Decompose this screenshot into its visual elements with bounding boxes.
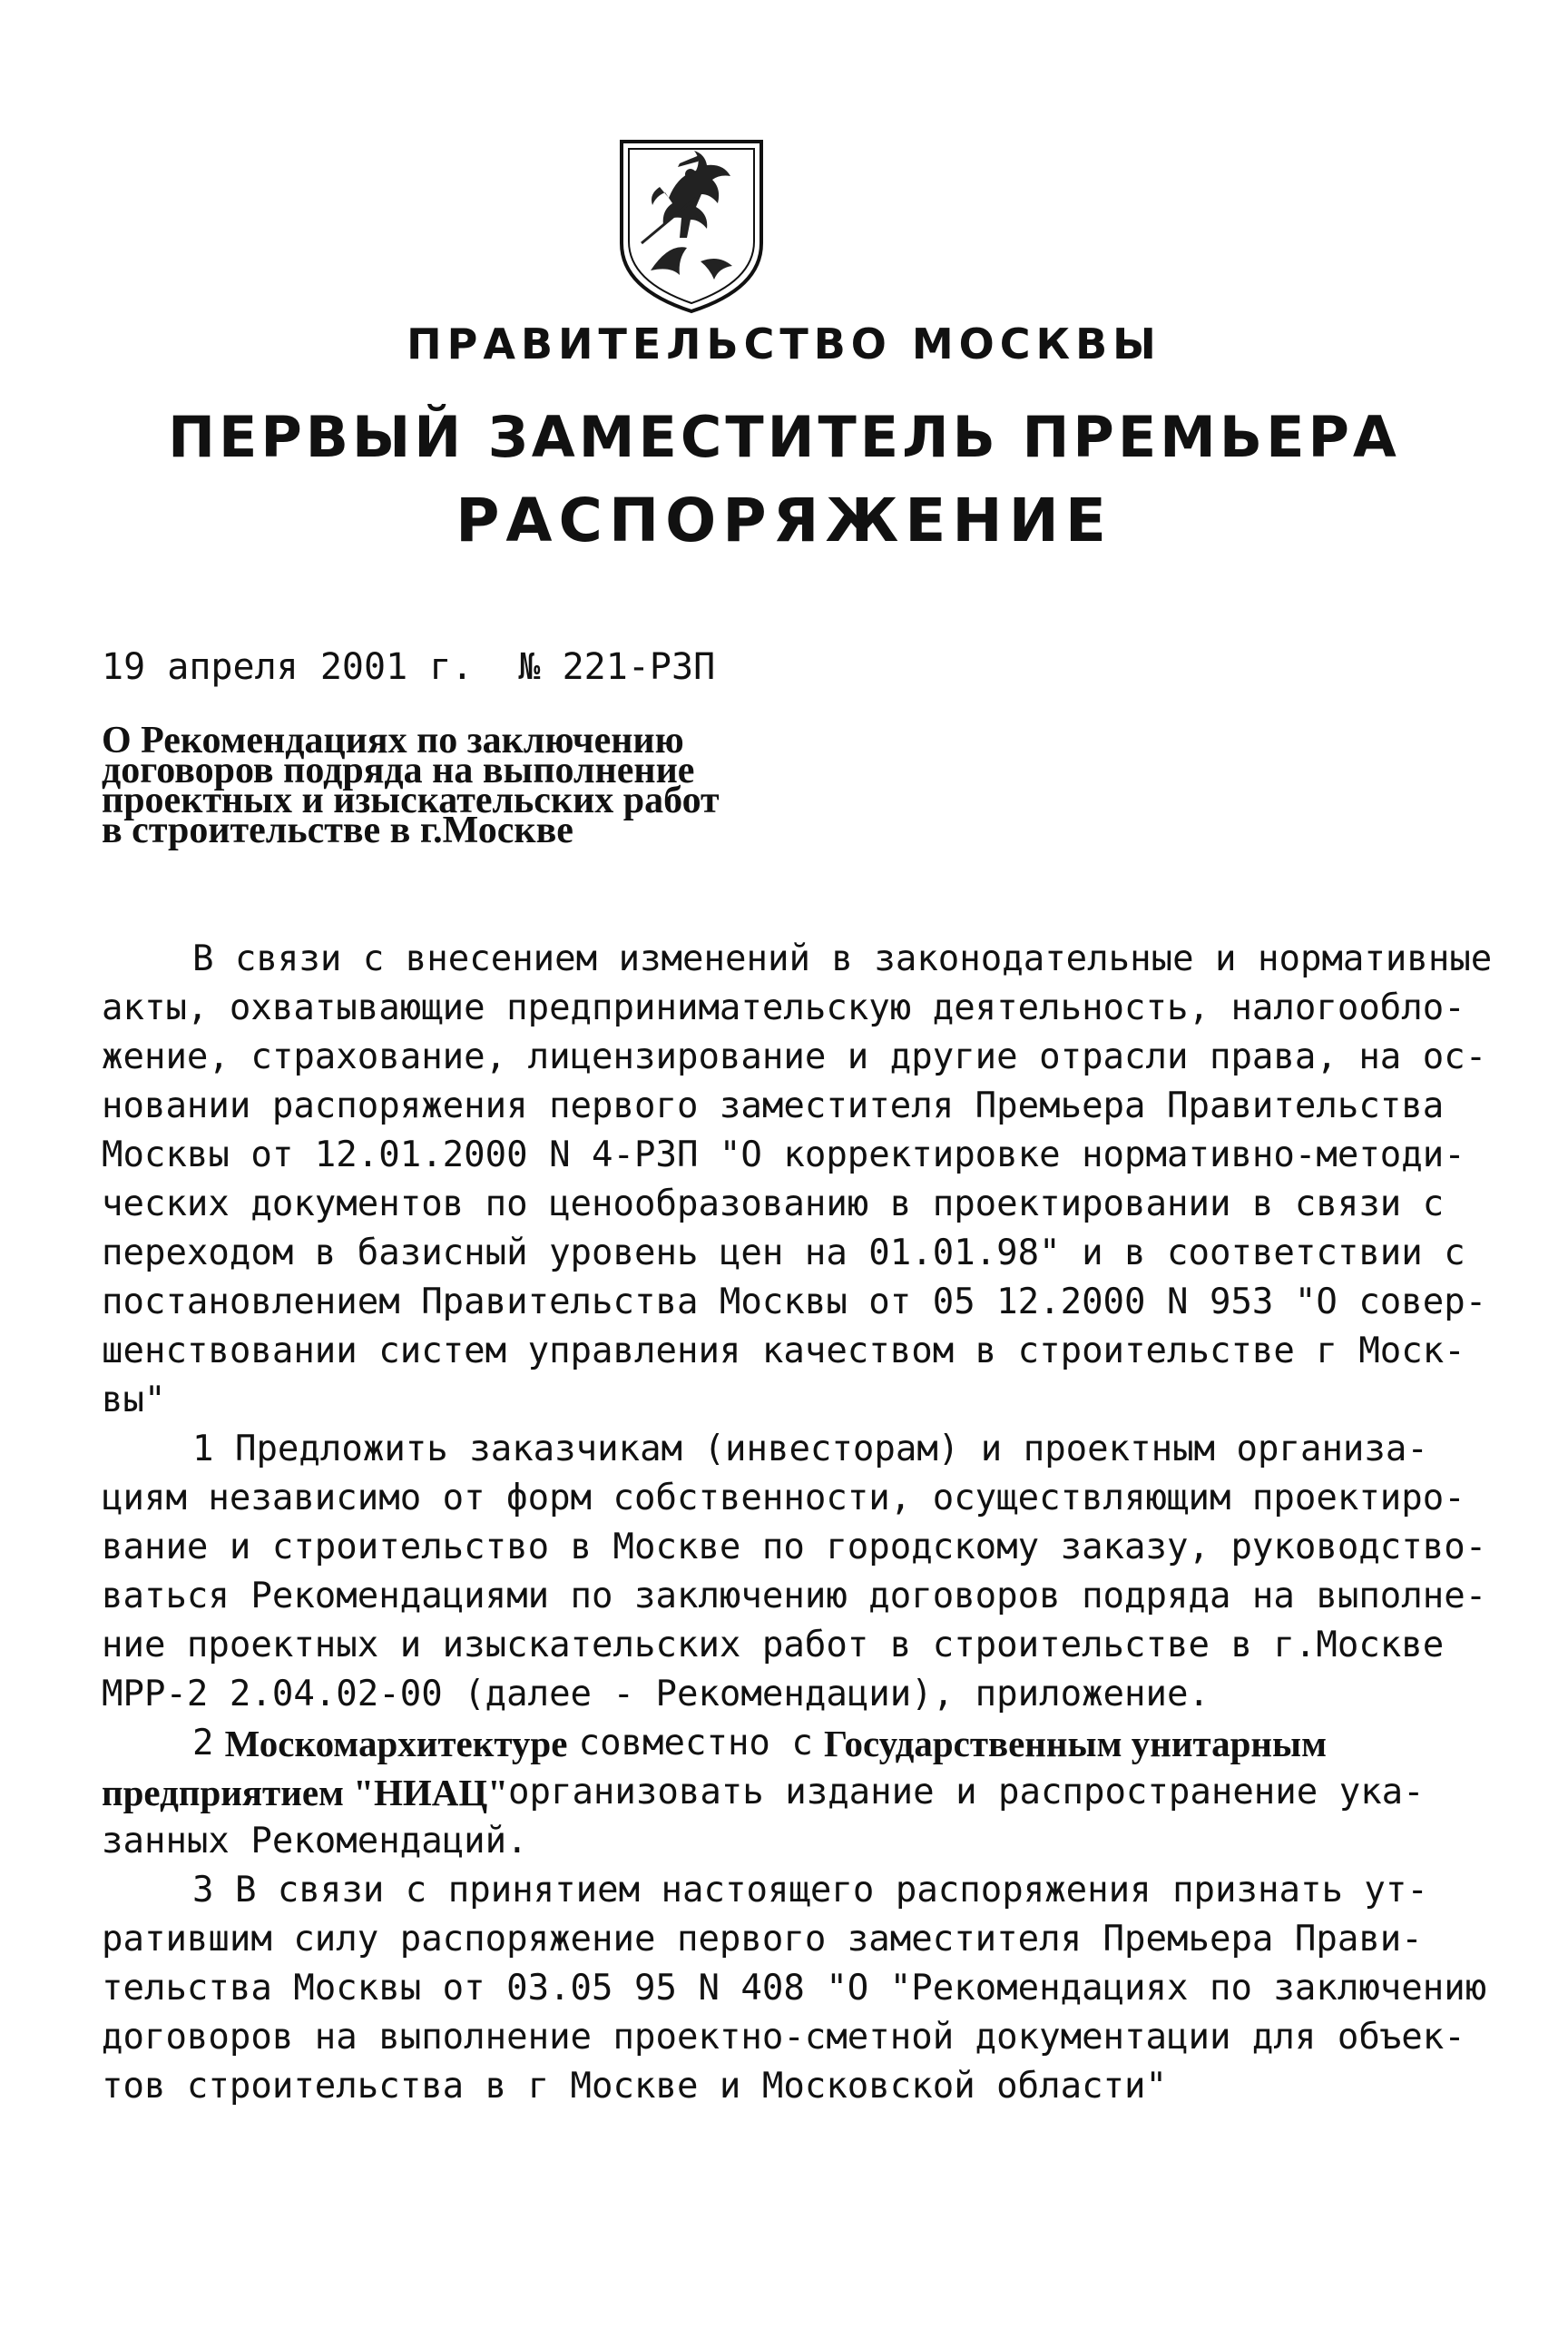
subject-line: О Рекомендациях по заключению [102,720,684,761]
item-2-paragraph [102,1719,1425,1866]
item-3-paragraph [102,1866,1487,2111]
document-date: 19 апреля 2001 г. [102,646,474,688]
document-number: № 221-РЗП [518,646,716,688]
subject-line: договоров подряда на выполнение [102,750,695,791]
text-line: циям независимо от форм собственности, осуществляющим проектиро- [102,1478,1465,1518]
date-number-line [102,646,715,688]
text-line: новании распоряжения первого заместителя Премьера Правительства [102,1086,1445,1126]
document-subject [102,720,755,851]
text-line: тов строительства в г Москве и Московской области" [102,2066,1167,2107]
preamble-paragraph [102,935,1493,1425]
text-line: 1 Предложить заказчикам (инвесторам) и проектным организа- [192,1429,1428,1469]
text-line: 3 В связи с принятием настоящего распоряжения признать ут- [192,1870,1428,1911]
text-line: договоров на выполнение проектно-сметной документации для объек- [102,2017,1465,2058]
text-line: Москвы от 12.01.2000 N 4-РЗП "О корректировке нормативно-методи- [102,1135,1465,1175]
document-type-title: РАСПОРЯЖЕНИЕ [456,486,1112,555]
text-line [102,1768,1425,1817]
text-line: ваться Рекомендациями по заключению договоров подряда на выполне- [102,1576,1487,1616]
text-line: жение, страхование, лицензирование и другие отрасли права, на ос- [102,1036,1487,1077]
text-line: переходом в базисный уровень цен на 01.01.98" и в соответствии с [102,1233,1465,1273]
text-line: В связи с внесением изменений в законодательные и нормативные [192,938,1493,979]
official-title: ПЕРВЫЙ ЗАМЕСТИТЕЛЬ ПРЕМЬЕРА [168,404,1400,470]
text-fragment: организовать издание и распространение ука- [508,1772,1425,1812]
text-line: шенствовании систем управления качеством в строительстве г Моск- [102,1331,1465,1371]
text-line: тельства Москвы от 03.05 95 N 408 "О "Рекомендациях по заключению [102,1968,1487,2009]
government-title: ПРАВИТЕЛЬСТВО МОСКВЫ [407,319,1161,368]
text-line: занных Рекомендаций. [102,1821,528,1862]
text-fragment: совместно с [578,1723,813,1763]
item-number: 2 [192,1723,214,1763]
text-line: ние проектных и изыскательских работ в строительстве в г.Москве [102,1625,1445,1665]
item-1-paragraph [102,1425,1487,1719]
text-line: акты, охватывающие предпринимательскую деятельность, налогообло- [102,987,1465,1028]
text-line: МРР-2 2.04.02-00 (далее - Рекомендации), приложение. [102,1674,1210,1714]
moscow-coat-of-arms-icon [614,134,769,316]
text-line: постановлением Правительства Москвы от 05 12.2000 N 953 "О совер- [102,1282,1487,1322]
text-line [102,1719,1327,1768]
text-line: вы" [102,1380,166,1420]
document-body [102,935,1493,2111]
text-line: ратившим силу распоряжение первого заместителя Премьера Прави- [102,1919,1423,1960]
text-line: ческих документов по ценообразованию в проектировании в связи с [102,1184,1445,1224]
text-line: вание и строительство в Москве по городскому заказу, руководство- [102,1527,1487,1567]
subject-line: проектных и изыскательских работ [102,780,720,821]
organization-name: предприятием "НИАЦ" [102,1772,508,1813]
organization-name: Государственным унитарным [824,1723,1327,1764]
subject-line: в строительстве в г.Москве [102,810,573,851]
organization-name: Москомархитектуре [224,1723,568,1764]
